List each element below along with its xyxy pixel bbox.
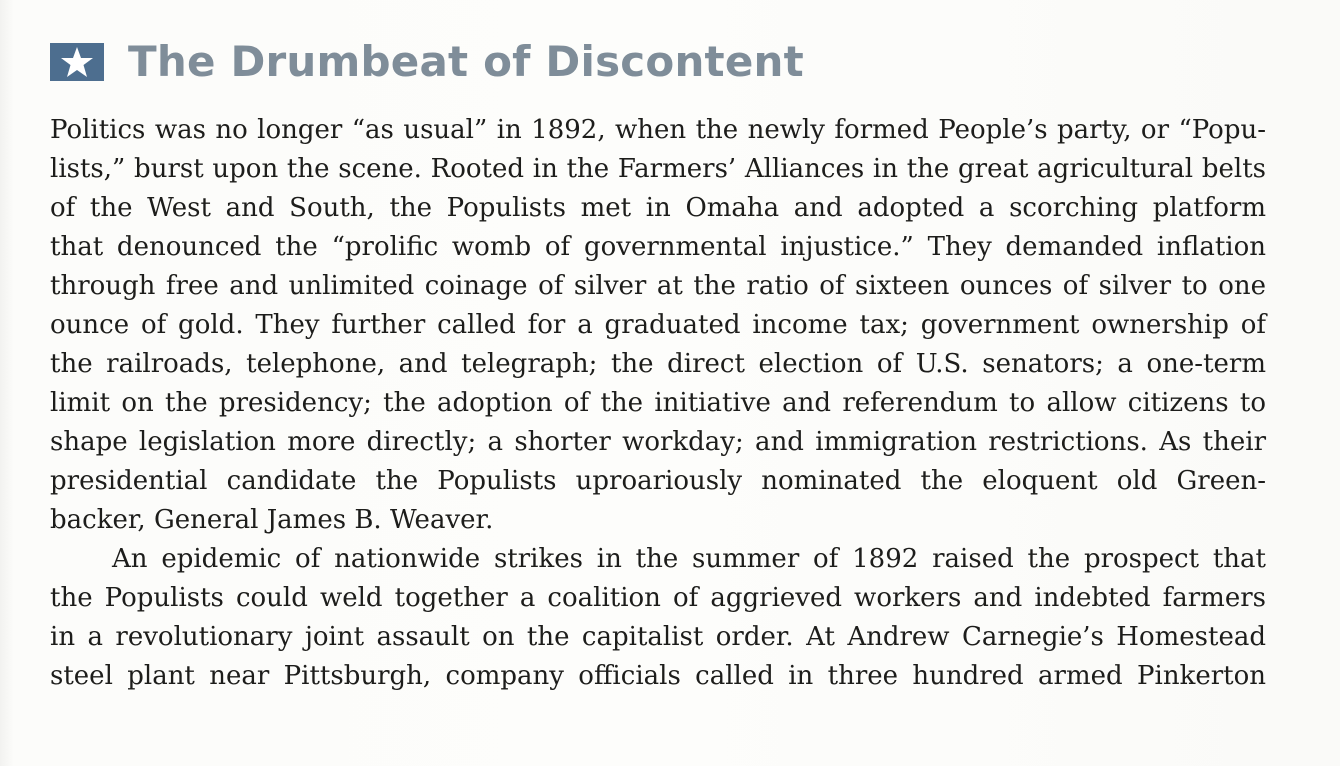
text-line: An epidemic of nationwide strikes in the summer of 1892 raised the prospect that [112, 544, 1266, 574]
section-header [50, 34, 804, 90]
section-title: The Drumbeat of Discontent [128, 37, 804, 86]
text-line: the railroads, telephone, and telegraph; the direct election of U.S. senators; a one-term [50, 349, 1266, 379]
text-line: that denounced the “prolific womb of governmental injustice.” They demanded inflation [50, 232, 1266, 262]
text-line: lists,” burst upon the scene. Rooted in the Farmers’ Alliances in the great agricultural belts [50, 154, 1266, 184]
text-line: Politics was no longer “as usual” in 1892, when the newly formed People’s party, or “Popu- [50, 115, 1266, 145]
paragraph-2 [50, 540, 1266, 696]
text-line: presidential candidate the Populists uproariously nominated the eloquent old Green- [50, 466, 1266, 496]
text-line: shape legislation more directly; a shorter workday; and immigration restrictions. As their [50, 427, 1266, 457]
star-icon [50, 43, 104, 81]
text-line: backer, General James B. Weaver. [50, 505, 494, 535]
text-line: ounce of gold. They further called for a graduated income tax; government ownership of [50, 310, 1266, 340]
text-line: steel plant near Pittsburgh, company officials called in three hundred armed Pinkerton [50, 661, 1266, 691]
paragraph-1 [50, 111, 1266, 540]
text-line: the Populists could weld together a coalition of aggrieved workers and indebted farmers [50, 583, 1266, 613]
star-icon-glyph [60, 46, 94, 78]
text-line: through free and unlimited coinage of silver at the ratio of sixteen ounces of silver to one [50, 271, 1266, 301]
body-text [50, 111, 1266, 696]
text-line: in a revolutionary joint assault on the capitalist order. At Andrew Carnegie’s Homestead [50, 622, 1266, 652]
text-line: limit on the presidency; the adoption of the initiative and referendum to allow citizens to [50, 388, 1266, 418]
text-line: of the West and South, the Populists met in Omaha and adopted a scorching platform [50, 193, 1266, 223]
